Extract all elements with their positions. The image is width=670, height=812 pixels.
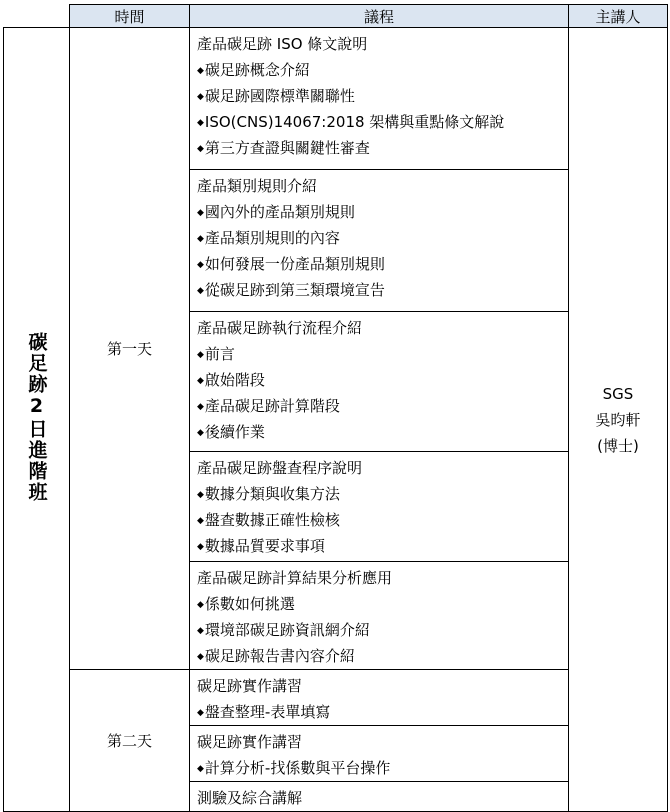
session-item: ◆ 國內外的產品類別規則 [197, 199, 568, 225]
speaker-org: SGS [602, 384, 634, 403]
session-title: 碳足跡實作講習 [197, 677, 303, 695]
session-item: ◆ 數據品質要求事項 [197, 533, 568, 559]
speaker-cell [569, 28, 668, 812]
session-item: ◆ 產品類別規則的內容 [197, 225, 568, 251]
session-item: ◆ 前言 [197, 341, 568, 367]
course-title: 碳足跡2日進階班 [25, 332, 48, 503]
course-title-cell [4, 28, 70, 812]
speaker-name: 吳昀軒 [595, 410, 641, 429]
session-item: ◆ 碳足跡概念介紹 [197, 57, 568, 83]
header-row [4, 5, 668, 28]
header-blank-cell [4, 5, 70, 28]
speaker-title: (博士) [597, 436, 639, 455]
session-title: 碳足跡實作講習 [197, 733, 303, 751]
session-item: ◆ 盤查整理-表單填寫 [197, 699, 568, 725]
day-1-label: 第一天 [106, 340, 152, 358]
session-title: 產品碳足跡 ISO 條文說明 [197, 35, 368, 53]
session-title: 產品碳足跡盤查程序說明 [197, 459, 363, 477]
session-8 [190, 782, 569, 812]
header-time: 時間 [70, 5, 190, 28]
session-item: ◆ 如何發展一份產品類別規則 [197, 251, 568, 277]
session-item: ◆ 第三方查證與關鍵性審查 [197, 135, 568, 161]
session-2 [190, 170, 569, 312]
session-3 [190, 312, 569, 452]
day-1-cell [70, 28, 190, 670]
session-item: ◆ ISO(CNS)14067:2018 架構與重點條文解說 [197, 109, 568, 135]
session-title: 產品碳足跡計算結果分析應用 [197, 569, 393, 587]
session-item: ◆ 產品碳足跡計算階段 [197, 393, 568, 419]
course-schedule-table [3, 4, 668, 812]
session-4 [190, 452, 569, 562]
session-item: ◆ 數據分類與收集方法 [197, 481, 568, 507]
session-item: ◆ 從碳足跡到第三類環境宣告 [197, 277, 568, 303]
day-2-cell [70, 670, 190, 812]
session-item: ◆ 環境部碳足跡資訊網介紹 [197, 617, 568, 643]
session-7 [190, 726, 569, 782]
header-speaker: 主講人 [569, 5, 668, 28]
session-1 [190, 28, 569, 170]
session-title: 測驗及綜合講解 [197, 789, 303, 807]
session-item: ◆ 碳足跡報告書內容介紹 [197, 643, 568, 669]
session-title: 產品碳足跡執行流程介紹 [197, 319, 363, 337]
session-item: ◆ 碳足跡國際標準關聯性 [197, 83, 568, 109]
day-2-label: 第二天 [106, 732, 152, 750]
header-agenda: 議程 [190, 5, 569, 28]
session-5 [190, 562, 569, 670]
session-item: ◆ 係數如何挑選 [197, 591, 568, 617]
session-item: ◆ 後續作業 [197, 419, 568, 445]
session-title: 產品類別規則介紹 [197, 177, 318, 195]
session-item: ◆ 盤查數據正確性檢核 [197, 507, 568, 533]
session-item: ◆ 啟始階段 [197, 367, 568, 393]
session-6 [190, 670, 569, 726]
session-item: ◆ 計算分析-找係數與平台操作 [197, 755, 568, 781]
